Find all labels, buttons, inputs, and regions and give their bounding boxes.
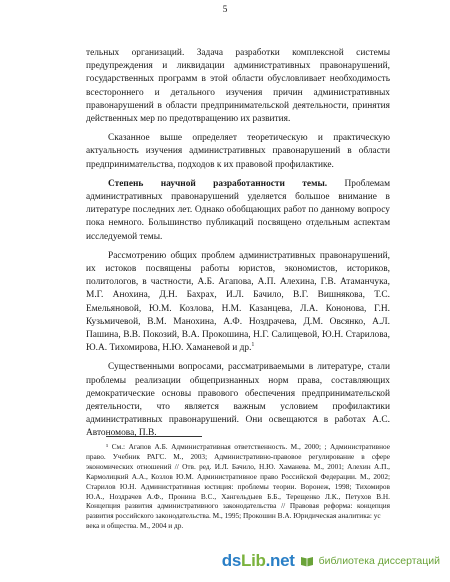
paragraph-2	[86, 132, 390, 172]
paragraph-5-text: Существенными вопросами, рассматриваемыми в литературе, стали проблемы реализации общепризнанных норм права, составляющих демократические основы правового обеспечения предпринимательской деятельности, что является важным условием профилактики административных правонарушений. Они освещаются в работах А.С. Автономова, П.В.	[86, 362, 390, 439]
section-heading: Степень научной разработанности темы.	[108, 178, 328, 189]
logo-net: .net	[265, 551, 295, 570]
logo-ds: ds	[221, 551, 242, 570]
paragraph-5	[86, 361, 390, 440]
paragraph-1-text: тельных организаций. Задача разработки комплексной системы предупреждения и ликвидации административных правонарушений, государственных программ в этой области обусловливает необходимость всестороннего и детального изучения причин административных правонарушений в области предпринимательской деятельности, принятия действенных мер по предотвращению их развития.	[86, 48, 390, 125]
footnote-separator	[106, 436, 202, 437]
paragraph-3	[86, 178, 390, 244]
paragraph-1	[86, 47, 390, 126]
paragraph-2-text: Сказанное выше определяет теоретическую и практическую актуальность изучения административных правонарушений в области предпринимательства, подходов к их правовой профилактике.	[86, 133, 390, 170]
main-text	[86, 47, 390, 447]
watermark[interactable]	[220, 546, 444, 576]
footnotes	[86, 442, 390, 531]
footnote-1-end: века и общества. М., 2004 и др.	[86, 521, 184, 531]
page-number: 5	[222, 5, 228, 15]
dslib-logo	[222, 551, 295, 571]
paragraph-4-text: Рассмотрению общих проблем административных правонарушений, их истоков посвящены работы юристов, экономистов, историков, политологов, в частности, А.Б. Агапова, А.П. Алехина, Г.В. Атаманчука, М.Г. Анохина, Д.Н. Бахрах, И.Л. Бачило, В.Г. Вишнякова, Т.С. Емельяновой, Ю.М. Козлова, Н.М. Казанцева, Л.А. Кононова, Г.Н. Кузьмичевой, В.М. Манохина, А.Ф. Ноздрачева, Д.М. Овсянко, А.Л. Пашина, В.В. Покозий, В.А. Прокошина, Н.Г. Салищевой, Ю.Н. Старилова, Ю.А. Тихомирова, Н.Ю. Хаманевой и др.	[86, 250, 390, 354]
footnote-marker: 1	[251, 342, 255, 349]
book-icon	[300, 555, 314, 567]
watermark-subtitle: библиотека диссертаций	[318, 555, 440, 567]
paragraph-4	[86, 250, 390, 356]
paragraph-3-text: Проблемам административных правонарушений уделяется большое внимание в литературе последних лет. Однако обобщающих работ по данному вопросу пока немного. Большинство публикаций посвящено отдельным аспектам исследуемой темы.	[86, 178, 391, 242]
footnote-1: ¹ См.: Агапов А.Б. Административная ответственность. М., 2000; ; Административное право. Учебник РАГС. М., 2003; Административно-правовое регулирование в сфере экономических отношений // Отв. ред. И.Л. Бачило, Н.Ю. Хаманева. М., 2001; Алехин А.П., Кармолицкий А.А., Козлов Ю.М. Административное право Российской Федерации. М., 2002; Старилов Ю.Н. Административная юстиция: проблемы теории. Воронеж, 1998; Тихомиров Ю.А., Ноздрачев А.Ф., Пронина В.С., Хангельдыев Б.Б., Терещенко Л.К., Петухов В.Н. Концепция развития административного законодательства // Правовая реформа: концепция развития российского законодательства. М., 1995; Прокошин В.А. Юридическая аналитика: ус	[86, 442, 390, 521]
logo-lib: Lib	[241, 551, 266, 570]
